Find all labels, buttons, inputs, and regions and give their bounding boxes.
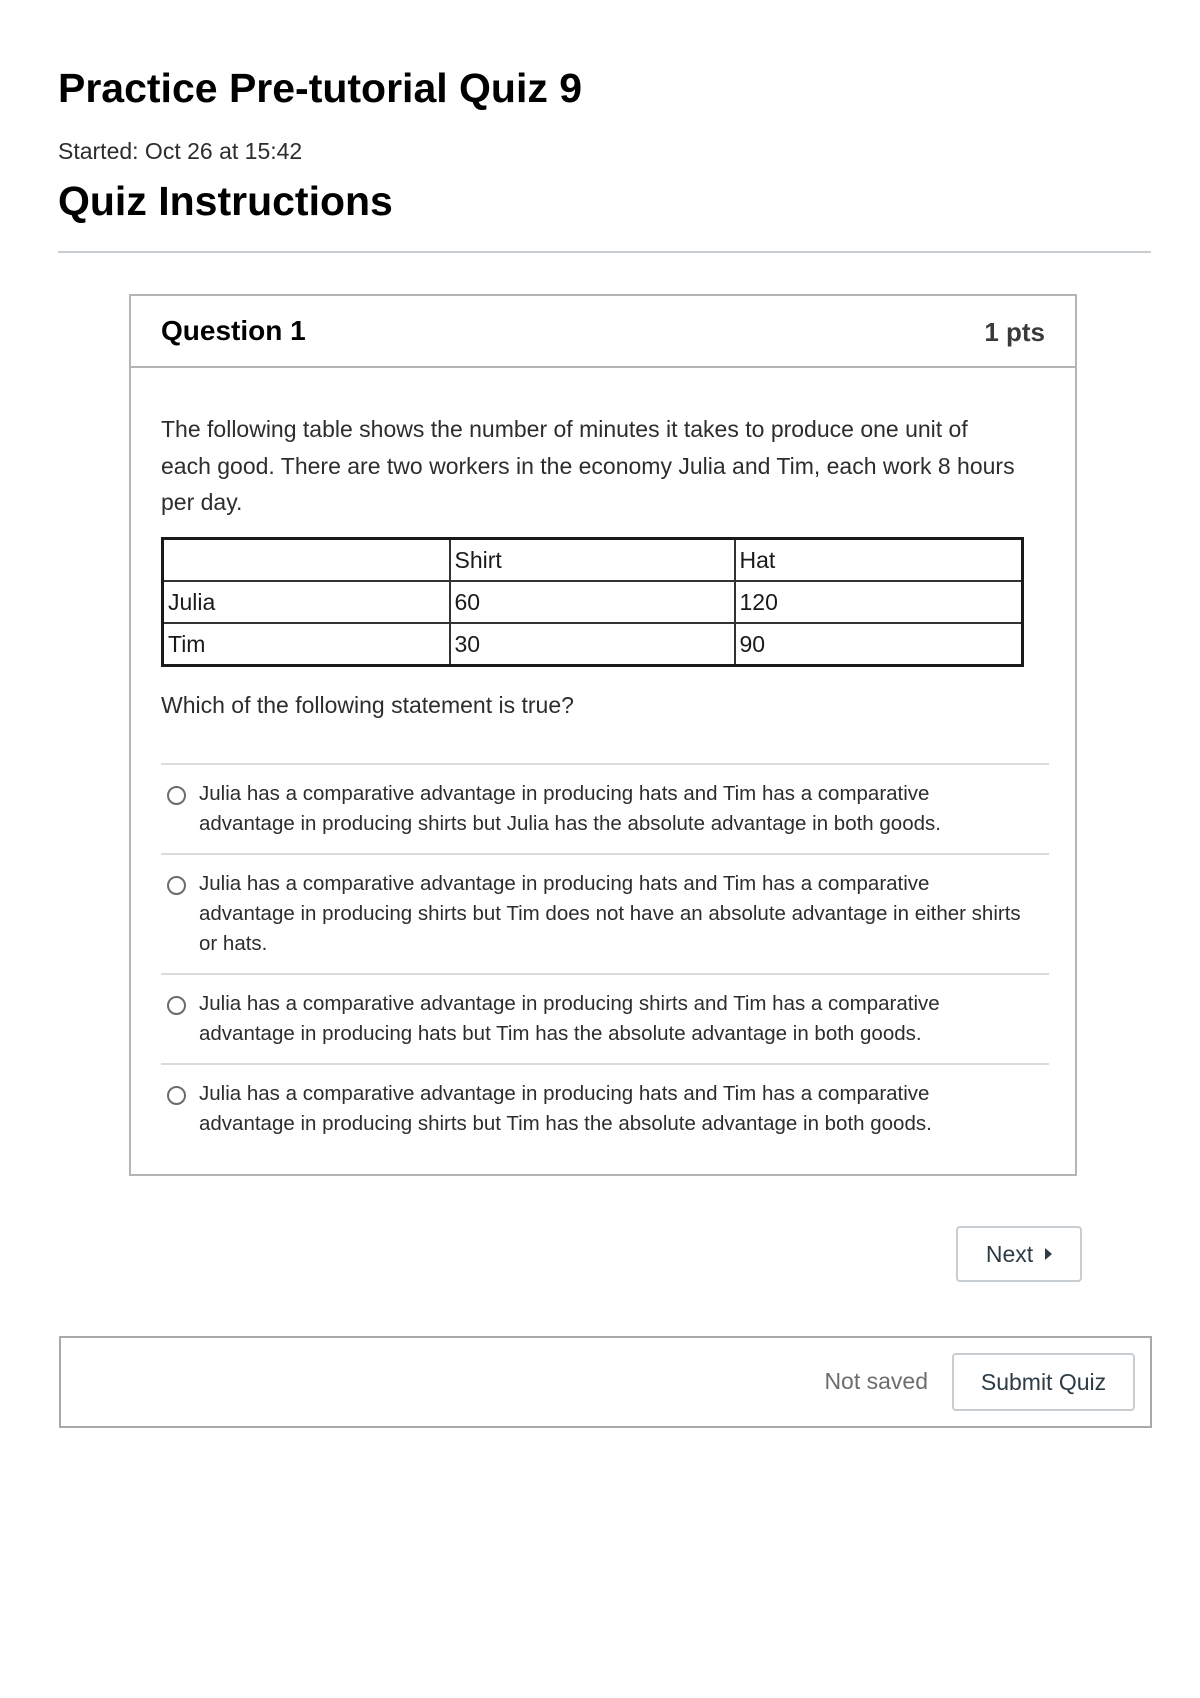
radio-button[interactable] — [167, 876, 186, 895]
caret-right-icon — [1045, 1248, 1052, 1260]
submit-quiz-button[interactable]: Submit Quiz — [952, 1353, 1135, 1411]
next-button[interactable] — [956, 1226, 1082, 1282]
submit-bar — [59, 1336, 1152, 1428]
question-prompt: Which of the following statement is true? — [161, 692, 574, 718]
table-row — [163, 623, 1023, 666]
quiz-title: Practice Pre-tutorial Quiz 9 — [58, 65, 583, 111]
header-divider — [58, 251, 1151, 253]
table-header-row — [163, 539, 1023, 582]
question-points: 1 pts — [984, 317, 1045, 347]
radio-button[interactable] — [167, 1086, 186, 1105]
answer-option[interactable] — [161, 763, 1049, 853]
answer-option[interactable] — [161, 1063, 1049, 1153]
production-table — [161, 537, 1024, 667]
radio-button[interactable] — [167, 996, 186, 1015]
instructions-heading: Quiz Instructions — [58, 178, 393, 224]
answer-label: Julia has a comparative advantage in producing hats and Tim has a comparative advantage in producing shirts but Tim does not have an absolute advantage in either shirts or hats. — [199, 872, 1021, 955]
table-cell: 30 — [450, 623, 735, 666]
table-cell: Tim — [163, 623, 450, 666]
question-card — [129, 294, 1077, 1176]
answer-option[interactable] — [161, 853, 1049, 973]
table-header-cell: Hat — [735, 539, 1023, 582]
question-text: The following table shows the number of minutes it takes to produce one unit of each good. There are two workers in the economy Julia and Tim, each work 8 hours per day. — [161, 416, 1015, 515]
answer-label: Julia has a comparative advantage in producing hats and Tim has a comparative advantage in producing shirts but Julia has the absolute advantage in both goods. — [199, 782, 941, 835]
table-cell: 60 — [450, 581, 735, 623]
table-cell: 90 — [735, 623, 1023, 666]
started-timestamp: Started: Oct 26 at 15:42 — [58, 138, 303, 164]
radio-button[interactable] — [167, 786, 186, 805]
answer-option[interactable] — [161, 973, 1049, 1063]
answer-label: Julia has a comparative advantage in producing shirts and Tim has a comparative advantage in producing hats but Tim has the absolute advantage in both goods. — [199, 992, 940, 1045]
answer-list — [161, 763, 1049, 1153]
question-header — [131, 296, 1075, 368]
table-header-cell: Shirt — [450, 539, 735, 582]
table-cell: 120 — [735, 581, 1023, 623]
next-button-label: Next — [985, 1240, 1034, 1267]
question-name: Question 1 — [161, 315, 306, 346]
save-status: Not saved — [824, 1368, 928, 1394]
answer-label: Julia has a comparative advantage in producing hats and Tim has a comparative advantage in producing shirts but Tim has the absolute advantage in both goods. — [199, 1082, 932, 1135]
table-header-cell — [163, 539, 450, 582]
table-cell: Julia — [163, 581, 450, 623]
table-row — [163, 581, 1023, 623]
